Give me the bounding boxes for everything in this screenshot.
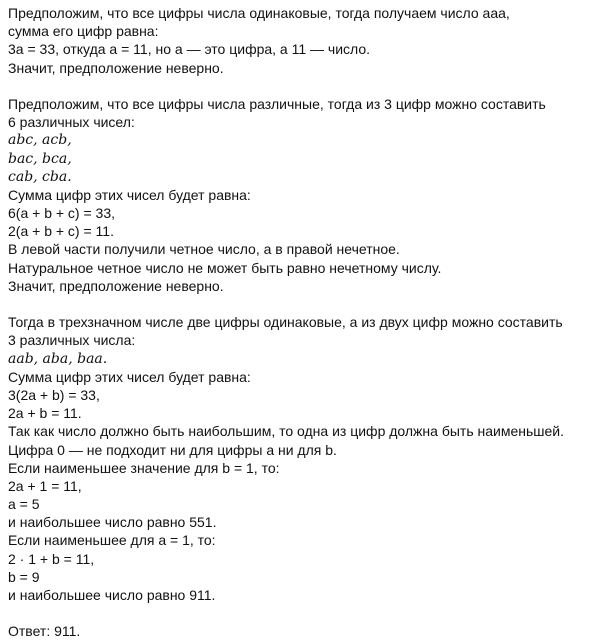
permutation-line: bac, bca, xyxy=(8,150,72,167)
text-line: Значит, предположение неверно. xyxy=(8,277,224,294)
section-different-digits xyxy=(8,95,600,295)
text-line: Натуральное четное число не может быть равно нечетному числу. xyxy=(8,259,442,276)
permutation-line: cab, cba. xyxy=(8,168,72,185)
text-line: и наибольшее число равно 551. xyxy=(8,514,217,531)
text-line: Сумма цифр этих чисел будет равна: xyxy=(8,368,251,385)
equation-line: 6(a + b + c) = 33, xyxy=(8,205,116,222)
text-line: Так как число должно быть наибольшим, то одна из цифр должна быть наименьшей. xyxy=(8,423,565,440)
section-two-same-digits xyxy=(8,313,600,604)
paragraph-gap xyxy=(8,604,600,622)
equation-line: 2 · 1 + b = 11, xyxy=(8,550,95,567)
text-line: Если наименьшее значение для b = 1, то: xyxy=(8,459,280,476)
text-line: сумма его цифр равна: xyxy=(8,23,159,40)
equation-line: a = 5 xyxy=(8,496,40,513)
permutation-line: abc, acb, xyxy=(8,132,72,149)
paragraph-gap xyxy=(8,77,600,95)
text-line: 3a = 33, откуда a = 11, но a — это цифра, а 11 — число. xyxy=(8,41,371,58)
text-line: и наибольшее число равно 911. xyxy=(8,587,216,603)
text-line: Предположим, что все цифры числа одинаковые, тогда получаем число aaa, xyxy=(8,5,510,21)
equation-line: b = 9 xyxy=(8,568,40,585)
text-line: Сумма цифр этих чисел будет равна: xyxy=(8,186,251,203)
paragraph-gap xyxy=(8,295,600,313)
text-line: В левой части получили четное число, а в правой нечетное. xyxy=(8,241,400,258)
equation-line: 2(a + b + c) = 11. xyxy=(8,223,114,240)
equation-line: 2a + b = 11. xyxy=(8,405,82,422)
answer-line: Ответ: 911. xyxy=(8,623,81,640)
text-line: Тогда в трехзначном числе две цифры одинаковые, а из двух цифр можно составить xyxy=(8,314,563,331)
text-line: Предположим, что все цифры числа различные, тогда из 3 цифр можно составить xyxy=(8,95,546,112)
text-line: Цифра 0 — не подходит ни для цифры a ни для b. xyxy=(8,441,337,458)
section-same-digits xyxy=(8,4,600,77)
equation-line: 2a + 1 = 11, xyxy=(8,477,82,494)
text-line: Если наименьшее для a = 1, то: xyxy=(8,532,216,549)
permutation-line: aab, aba, baa. xyxy=(8,350,108,367)
equation-line: 3(2a + b) = 33, xyxy=(8,386,100,403)
text-line: 3 различных числа: xyxy=(8,332,136,349)
text-line: 6 различных чисел: xyxy=(8,114,135,131)
text-line: Значит, предположение неверно. xyxy=(8,59,224,76)
